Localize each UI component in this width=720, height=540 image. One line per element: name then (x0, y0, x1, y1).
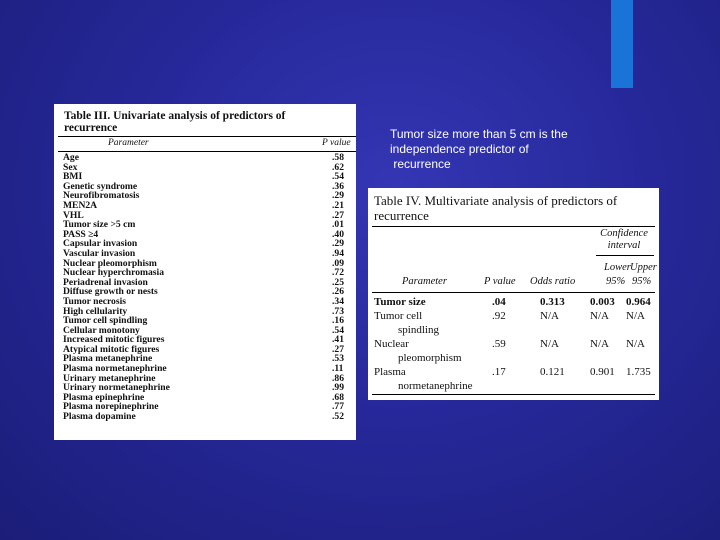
row-p-value: .21 (332, 199, 344, 211)
row-p-value: .36 (332, 180, 344, 192)
row-parameter: Urinary metanephrine (63, 372, 156, 384)
row-parameter-cont: normetanephrine (398, 380, 473, 392)
table-iv-bottom-rule (372, 394, 655, 395)
row-parameter: Plasma dopamine (63, 411, 136, 423)
row-parameter: Plasma epinephrine (63, 391, 145, 403)
row-parameter: High cellularity (63, 305, 128, 317)
row-lower-95: 0.901 (590, 366, 615, 378)
row-parameter-cont: spindling (398, 324, 439, 336)
table-iii-image (54, 104, 356, 440)
table-row (54, 191, 356, 201)
row-lower-95: N/A (590, 338, 609, 350)
row-p-value: .54 (332, 171, 344, 183)
row-p-value: .99 (332, 382, 344, 394)
table-iii-title-line: recurrence (64, 122, 118, 134)
row-parameter: VHL (63, 209, 84, 221)
table-row (54, 201, 356, 211)
row-p-value: .86 (332, 372, 344, 384)
row-odds-ratio: 0.313 (540, 296, 565, 308)
table-iii-title (64, 110, 354, 134)
ci-label-line: interval (607, 240, 641, 251)
row-p-value: .59 (492, 338, 506, 350)
slide-caption (390, 127, 620, 172)
accent-bar (611, 0, 633, 88)
row-p-value: .01 (332, 219, 344, 231)
row-p-value: .09 (332, 257, 344, 269)
row-p-value: .53 (332, 353, 344, 365)
row-parameter: Plasma norepinephrine (63, 401, 159, 413)
row-parameter: Age (63, 152, 79, 163)
row-parameter: Plasma metanephrine (63, 353, 153, 365)
row-parameter: Increased mitotic figures (63, 334, 165, 346)
row-odds-ratio: N/A (540, 310, 559, 322)
row-parameter: Genetic syndrome (63, 180, 138, 192)
row-parameter: Cellular monotony (63, 324, 140, 336)
row-p-value: .54 (332, 324, 344, 336)
row-parameter: PASS ≥4 (63, 228, 99, 240)
row-parameter-cont: pleomorphism (398, 352, 462, 364)
table-row (54, 412, 356, 422)
row-p-value: .16 (332, 315, 344, 327)
row-p-value: .68 (332, 391, 344, 403)
row-parameter: MEN2A (63, 199, 98, 211)
row-parameter: Tumor cell spindling (63, 315, 148, 327)
row-parameter: Urinary normetanephrine (63, 382, 170, 394)
row-upper-95: N/A (626, 310, 645, 322)
row-p-value: .92 (492, 310, 506, 322)
caption-line: recurrence (390, 157, 451, 171)
table-row (54, 153, 356, 163)
row-odds-ratio: 0.121 (540, 366, 565, 378)
row-parameter: Sex (63, 161, 78, 173)
caption-line: Tumor size more than 5 cm is the (390, 127, 568, 141)
row-parameter: BMI (63, 171, 83, 183)
table-iii-title-line: Table III. Univariate analysis of predictors of (64, 110, 286, 122)
caption-line: independence predictor of (390, 142, 529, 156)
row-parameter: Diffuse growth or nests (63, 286, 158, 298)
header-lower-2: 95% (606, 276, 626, 287)
row-upper-95: 1.735 (626, 366, 651, 378)
row-p-value: .34 (332, 295, 344, 307)
header-p-value: P value (484, 276, 516, 287)
table-iii-header-p-value: P value (322, 138, 351, 148)
row-p-value: .17 (492, 366, 506, 378)
row-parameter: Atypical mitotic figures (63, 343, 160, 355)
row-p-value: .40 (332, 228, 344, 240)
table-iii-header (58, 136, 356, 152)
row-parameter: Tumor size (374, 296, 426, 308)
row-p-value: .27 (332, 343, 344, 355)
header-upper-2: 95% (632, 276, 652, 287)
row-p-value: .27 (332, 209, 344, 221)
row-p-value: .58 (332, 152, 344, 163)
row-p-value: .11 (332, 363, 344, 375)
table-iv-top-rule (372, 226, 655, 227)
row-lower-95: N/A (590, 310, 609, 322)
row-p-value: .62 (332, 161, 344, 173)
row-p-value: .77 (332, 401, 344, 413)
row-parameter: Nuclear (374, 338, 409, 350)
header-odds-ratio: Odds ratio (530, 276, 576, 287)
table-iv-ci-rule (596, 255, 654, 256)
row-parameter: Nuclear hyperchromasia (63, 267, 164, 279)
row-p-value: .72 (332, 267, 344, 279)
row-parameter: Periadrenal invasion (63, 276, 148, 288)
table-iv-ci-label (594, 228, 654, 252)
row-p-value: .52 (332, 411, 344, 423)
row-p-value: .29 (332, 238, 344, 250)
table-iv-image (368, 188, 659, 400)
row-p-value: .29 (332, 190, 344, 202)
row-parameter: Tumor necrosis (63, 295, 126, 307)
row-p-value: .04 (492, 296, 506, 308)
row-p-value: .26 (332, 286, 344, 298)
row-parameter: Tumor size >5 cm (63, 219, 136, 231)
header-upper-1: Upper (630, 262, 657, 273)
table-iv-title-line: recurrence (374, 208, 429, 223)
row-odds-ratio: N/A (540, 338, 559, 350)
row-upper-95: 0.964 (626, 296, 651, 308)
row-upper-95: N/A (626, 338, 645, 350)
row-lower-95: 0.003 (590, 296, 615, 308)
row-parameter: Nuclear pleomorphism (63, 257, 157, 269)
row-p-value: .94 (332, 247, 344, 259)
row-parameter: Tumor cell (374, 310, 423, 322)
ci-label-line: Confidence (600, 228, 648, 239)
row-parameter: Plasma normetanephrine (63, 363, 167, 375)
header-lower-1: Lower (604, 262, 631, 273)
table-row (54, 220, 356, 230)
row-parameter: Vascular invasion (63, 247, 136, 259)
table-iv-title-line: Table IV. Multivariate analysis of predictors of (374, 193, 618, 208)
row-p-value: .73 (332, 305, 344, 317)
table-row (54, 163, 356, 173)
row-parameter: Plasma (374, 366, 406, 378)
row-parameter: Neurofibromatosis (63, 190, 140, 202)
table-iii-header-parameter: Parameter (108, 138, 149, 148)
table-iv-title (374, 193, 654, 223)
header-parameter: Parameter (402, 276, 447, 287)
row-p-value: .25 (332, 276, 344, 288)
row-parameter: Capsular invasion (63, 238, 138, 250)
row-p-value: .41 (332, 334, 344, 346)
table-iii-body (54, 153, 356, 422)
table-iv-header-rule (372, 292, 655, 293)
